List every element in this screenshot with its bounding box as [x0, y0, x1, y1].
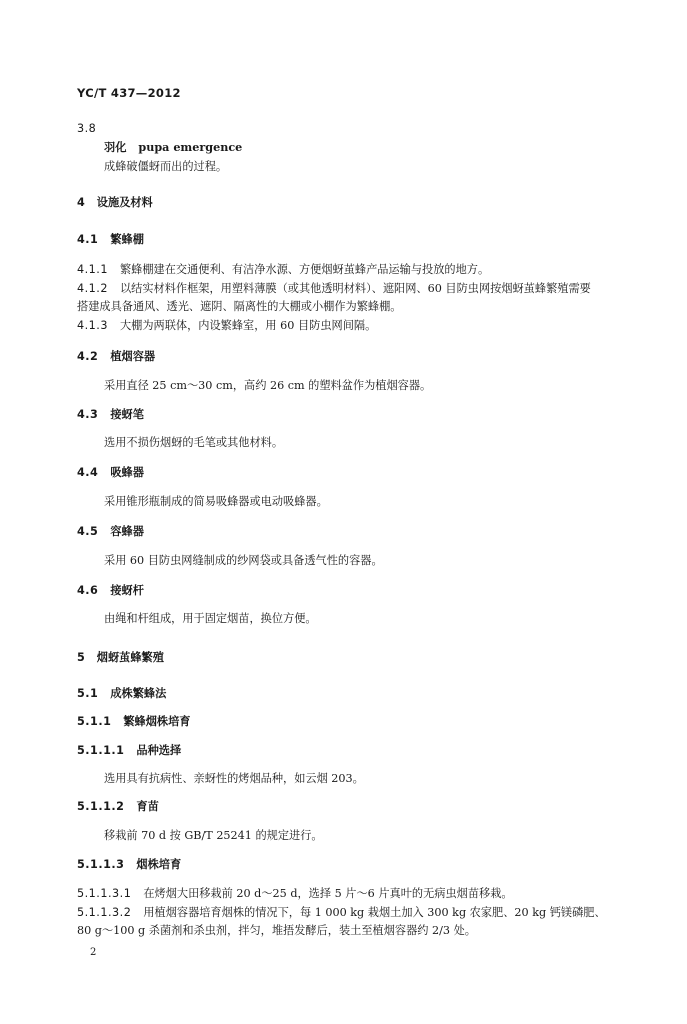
section-title: 繁蜂棚: [110, 233, 144, 246]
section-number: 4.3: [77, 408, 99, 421]
clause-text: 繁蜂棚建在交通便利、有洁净水源、方便烟蚜茧蜂产品运输与投放的地方。: [119, 263, 490, 276]
term-number: 3.8: [77, 122, 97, 135]
clause-text: 在烤烟大田移栽前 20 d～25 d，选择 5 片～6 片真叶的无病虫烟苗移栽。: [143, 887, 513, 900]
section-title: 植烟容器: [110, 350, 156, 363]
clause-4-1-1: [77, 263, 489, 277]
term-heading: [104, 140, 242, 155]
section-title: 繁蜂烟株培育: [123, 715, 191, 728]
section-title: 烟蚜茧蜂繁殖: [96, 651, 164, 664]
section-number: 4.2: [77, 350, 99, 363]
clause-text: 用植烟容器培育烟株的情况下，每 1 000 kg 栽烟土加入 300 kg 农家肥、20 kg 钙镁磷肥、: [143, 906, 606, 919]
section-4-heading: [77, 196, 153, 210]
section-title: 育苗: [136, 800, 159, 813]
section-title: 容蜂器: [110, 525, 144, 538]
clause-number: 5.1.1.3.1: [77, 887, 132, 900]
document-header-id: YC/T 437—2012: [77, 86, 181, 100]
section-number: 5.1.1.2: [77, 800, 125, 813]
section-number: 5: [77, 651, 85, 664]
section-number: 4: [77, 196, 85, 209]
section-4-4-heading: [77, 466, 144, 480]
section-number: 4.1: [77, 233, 99, 246]
section-number: 5.1.1: [77, 715, 112, 728]
section-number: 5.1: [77, 687, 99, 700]
section-4-3-heading: [77, 408, 144, 422]
section-title: 接蚜笔: [110, 408, 144, 421]
section-5-heading: [77, 651, 164, 665]
section-title: 设施及材料: [96, 196, 153, 209]
term-definition: 成蜂破僵蚜而出的过程。: [104, 160, 228, 173]
clause-5-1-1-3-2: [77, 906, 606, 920]
clause-number: 4.1.3: [77, 319, 108, 332]
section-number: 5.1.1.1: [77, 744, 125, 757]
section-4-5-text: 采用 60 目防虫网缝制成的纱网袋或具备透气性的容器。: [104, 554, 383, 567]
section-5-1-1-1-heading: [77, 744, 181, 758]
section-number: 5.1.1.3: [77, 858, 125, 871]
clause-4-1-2-cont: 搭建成具备通风、透光、遮阴、隔离性的大棚或小棚作为繁蜂棚。: [77, 300, 402, 313]
section-4-6-text: 由绳和杆组成，用于固定烟苗，换位方便。: [104, 612, 317, 625]
section-4-2-heading: [77, 350, 155, 364]
section-5-1-1-3-heading: [77, 858, 181, 872]
clause-4-1-3: [77, 319, 376, 333]
section-5-1-1-2-text: 移栽前 70 d 按 GB/T 25241 的规定进行。: [104, 829, 323, 842]
clause-text: 大棚为两联体，内设繁蜂室，用 60 目防虫网间隔。: [119, 319, 377, 332]
section-number: 4.6: [77, 584, 99, 597]
section-title: 烟株培育: [136, 858, 182, 871]
section-title: 接蚜杆: [110, 584, 144, 597]
section-number: 4.4: [77, 466, 99, 479]
section-4-6-heading: [77, 584, 144, 598]
section-4-2-text: 采用直径 25 cm～30 cm，高约 26 cm 的塑料盆作为植烟容器。: [104, 379, 432, 392]
page-number: 2: [90, 947, 97, 958]
section-5-1-1-1-text: 选用具有抗病性、亲蚜性的烤烟品种，如云烟 203。: [104, 772, 364, 785]
section-title: 品种选择: [136, 744, 182, 757]
section-4-1-heading: [77, 233, 144, 247]
section-4-3-text: 选用不损伤烟蚜的毛笔或其他材料。: [104, 436, 284, 449]
section-number: 4.5: [77, 525, 99, 538]
section-4-5-heading: [77, 525, 144, 539]
section-title: 成株繁蜂法: [110, 687, 167, 700]
clause-text: 以结实材料作框架，用塑料薄膜（或其他透明材料）、遮阳网、60 目防虫网按烟蚜茧蜂繁殖需要: [119, 282, 591, 295]
clause-4-1-2: [77, 282, 591, 296]
section-5-1-1-2-heading: [77, 800, 159, 814]
section-title: 吸蜂器: [110, 466, 144, 479]
term-zh: 羽化: [104, 141, 127, 154]
clause-number: 4.1.2: [77, 282, 108, 295]
clause-5-1-1-3-1: [77, 887, 513, 901]
clause-number: 5.1.1.3.2: [77, 906, 132, 919]
section-4-4-text: 采用锥形瓶制成的简易吸蜂器或电动吸蜂器。: [104, 495, 328, 508]
clause-5-1-1-3-2-cont: 80 g～100 g 杀菌剂和杀虫剂，拌匀，堆捂发酵后，装土至植烟容器约 2/3 处。: [77, 924, 476, 937]
clause-number: 4.1.1: [77, 263, 108, 276]
section-5-1-1-heading: [77, 715, 191, 729]
section-5-1-heading: [77, 687, 166, 701]
term-en: pupa emergence: [138, 140, 243, 154]
